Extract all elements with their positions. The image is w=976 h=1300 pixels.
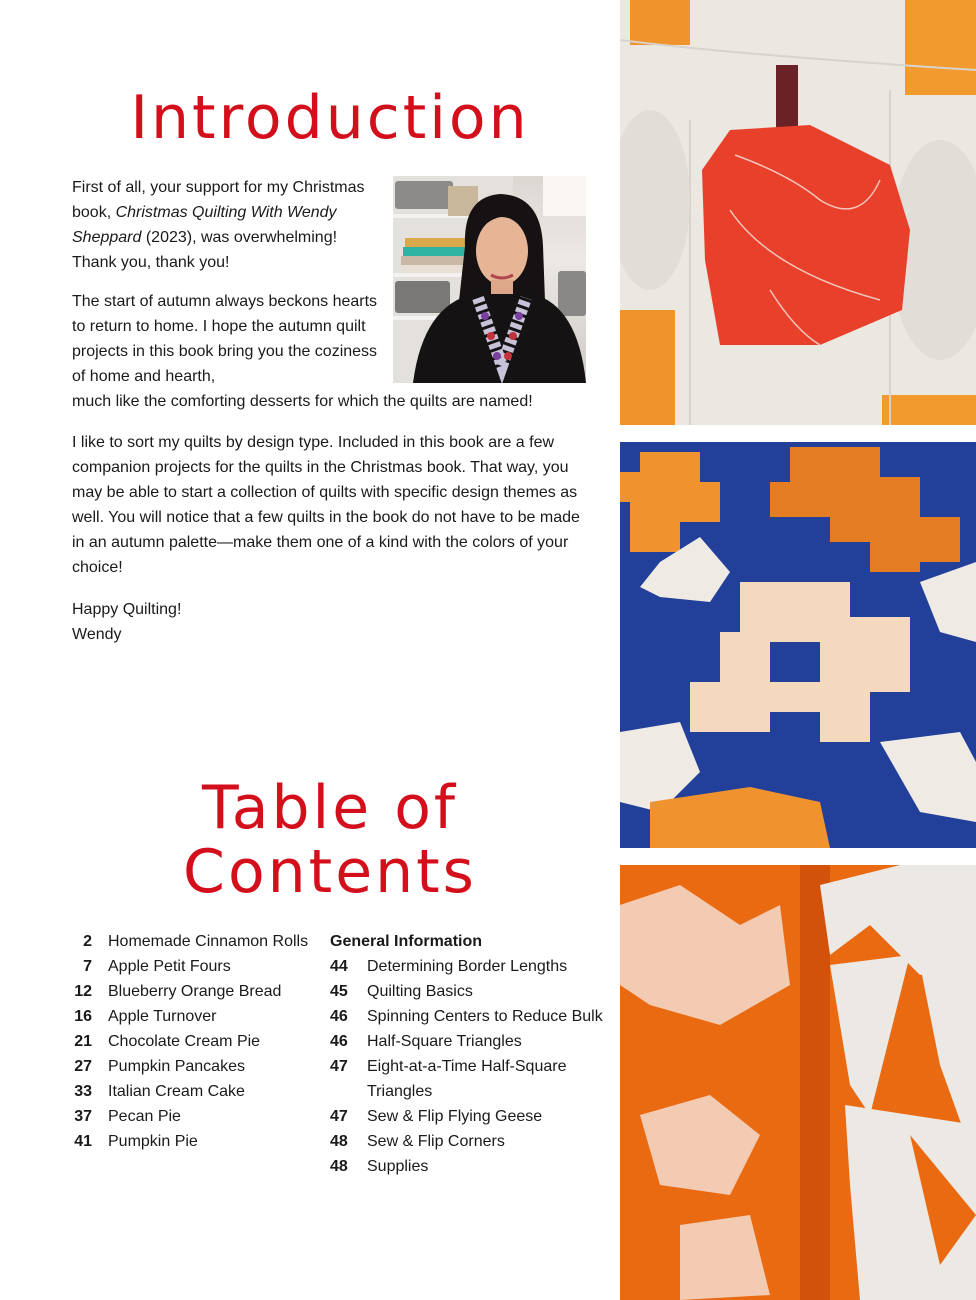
toc-entry[interactable]	[60, 979, 325, 1004]
toc-entry[interactable]	[330, 979, 610, 1004]
intro-signoff	[72, 597, 372, 647]
page-number: 12	[74, 983, 92, 1000]
entry-title	[367, 1054, 566, 1104]
intro-paragraph-2: The start of autumn always beckons hearts to return to home. I hope the autumn quilt projects in this book bring you the coziness of home and hearth,	[72, 293, 378, 385]
entry-title: Half-Square Triangles	[367, 1033, 522, 1050]
toc-entry[interactable]	[330, 1129, 610, 1154]
entry-title: Pumpkin Pie	[108, 1133, 198, 1150]
page-number: 37	[74, 1108, 92, 1125]
entry-title-line-2: Triangles	[367, 1083, 433, 1100]
toc-entry[interactable]	[330, 1154, 610, 1179]
toc-title-line-2: Contents	[183, 837, 477, 907]
apple-quilt-illustration	[620, 0, 976, 425]
page-number: 21	[74, 1033, 92, 1050]
cross-quilt-illustration	[620, 442, 976, 848]
entry-title: Apple Turnover	[108, 1008, 217, 1025]
entry-title: Sew & Flip Flying Geese	[367, 1108, 543, 1125]
page-number: 46	[330, 1008, 348, 1025]
book-title-italic: Christmas Quilting With Wendy Sheppard	[72, 204, 337, 246]
portrait-illustration	[393, 176, 586, 383]
toc-projects-list	[60, 929, 325, 1154]
toc-title-line-1: Table of	[201, 773, 459, 843]
author-portrait	[393, 176, 586, 383]
page-number: 16	[74, 1008, 92, 1025]
toc-entry[interactable]	[60, 954, 325, 979]
toc-entry[interactable]	[330, 1029, 610, 1054]
entry-title: Homemade Cinnamon Rolls	[108, 933, 309, 950]
page-number: 41	[74, 1133, 92, 1150]
page-number: 44	[330, 958, 348, 975]
signature-text: Wendy	[72, 626, 122, 643]
page-number: 47	[330, 1058, 348, 1075]
table-of-contents-heading	[150, 773, 510, 907]
introduction-heading: Introduction	[130, 83, 530, 153]
entry-title: Chocolate Cream Pie	[108, 1033, 261, 1050]
toc-entry[interactable]	[60, 1054, 325, 1079]
entry-title: Pecan Pie	[108, 1108, 181, 1125]
page-number: 7	[83, 958, 92, 975]
orange-star-quilt-photo	[620, 865, 976, 1300]
star-quilt-illustration	[620, 865, 976, 1300]
toc-entry[interactable]	[60, 1104, 325, 1129]
toc-entry[interactable]	[60, 1129, 325, 1154]
toc-entry[interactable]	[60, 1029, 325, 1054]
entry-title: Spinning Centers to Reduce Bulk	[367, 1008, 603, 1025]
page-number: 48	[330, 1133, 348, 1150]
intro-paragraph-1	[72, 175, 372, 275]
toc-entry[interactable]	[330, 954, 610, 979]
intro-text: First of all, your support for my Christmas book,	[72, 179, 365, 221]
page-number: 2	[83, 933, 92, 950]
entry-title: Blueberry Orange Bread	[108, 983, 282, 1000]
toc-entry[interactable]	[330, 1004, 610, 1029]
entry-title: Pumpkin Pancakes	[108, 1058, 245, 1075]
toc-entry[interactable]	[330, 1104, 610, 1129]
toc-entry[interactable]	[60, 1004, 325, 1029]
entry-title: Apple Petit Fours	[108, 958, 231, 975]
toc-entry[interactable]	[60, 1079, 325, 1104]
page-number: 27	[74, 1058, 92, 1075]
toc-entry[interactable]	[330, 1054, 610, 1104]
entry-title: Italian Cream Cake	[108, 1083, 245, 1100]
page-number: 47	[330, 1108, 348, 1125]
toc-section-heading: General Information	[330, 933, 483, 950]
entry-title: Sew & Flip Corners	[367, 1133, 505, 1150]
page-number: 45	[330, 983, 348, 1000]
toc-entry[interactable]	[60, 929, 325, 954]
entry-title: Supplies	[367, 1158, 429, 1175]
blue-orange-quilt-photo	[620, 442, 976, 848]
intro-paragraph-3: I like to sort my quilts by design type. Included in this book are a few companion projects for the quilts in the Christmas book. That way, you may be able to start a collection of quilts with specific design themes as well. You will notice that a few quilts in the book do not have to be made in an autumn palette—make them one of a kind with the colors of your choice!	[72, 434, 580, 576]
page-number: 46	[330, 1033, 348, 1050]
entry-title: Determining Border Lengths	[367, 958, 568, 975]
intro-paragraph-2-continued: much like the comforting desserts for which the quilts are named!	[72, 393, 533, 410]
page-number: 48	[330, 1158, 348, 1175]
toc-general-info-list	[330, 929, 610, 1179]
entry-title: Quilting Basics	[367, 983, 473, 1000]
signoff-text: Happy Quilting!	[72, 601, 182, 618]
entry-title-line-1: Eight-at-a-Time Half-Square	[367, 1058, 567, 1075]
intro-text: (2023), was overwhelming! Thank you, thank you!	[72, 229, 338, 271]
apple-quilt-photo	[620, 0, 976, 425]
page-number: 33	[74, 1083, 92, 1100]
